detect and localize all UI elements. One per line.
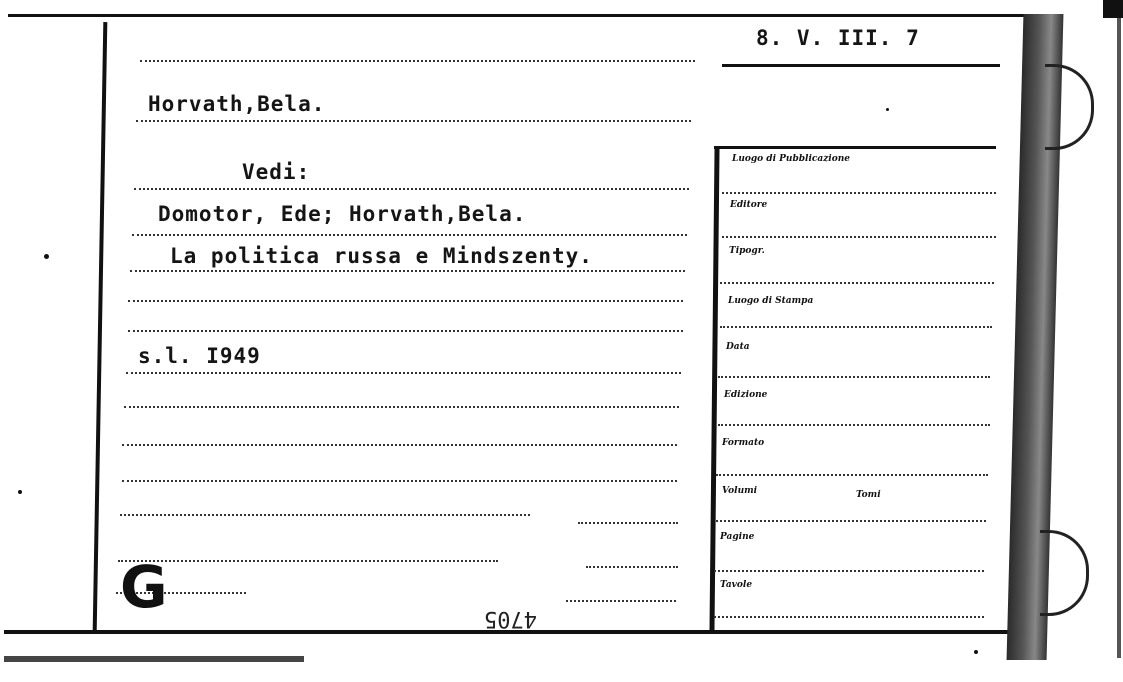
form-line	[720, 282, 994, 284]
speck	[44, 254, 49, 259]
rule-line	[134, 188, 689, 190]
form-line	[720, 326, 992, 328]
card-top-edge	[8, 14, 1053, 17]
form-line	[714, 616, 984, 618]
card-top-right-bar	[1103, 0, 1123, 18]
rule-line	[120, 514, 530, 516]
label-luogo-pubblicazione: Luogo di Pubblicazione	[732, 154, 850, 164]
form-box-left	[709, 146, 719, 634]
label-pagine: Pagine	[720, 532, 755, 542]
rule-line	[140, 60, 695, 62]
speck	[18, 490, 22, 494]
speck	[974, 650, 978, 654]
inventory-stamp: 4705	[484, 606, 537, 631]
rule-line	[566, 600, 676, 602]
shelfmark: 8. V. III. 7	[756, 26, 920, 50]
form-line	[714, 570, 984, 572]
rule-line	[122, 480, 677, 482]
imprint: s.l. I949	[138, 344, 261, 368]
binder-ring-top	[1045, 64, 1094, 150]
rule-line	[124, 406, 679, 408]
see-authors: Domotor, Ede; Horvath,Bela.	[158, 202, 527, 226]
label-volumi: Volumi	[722, 486, 758, 496]
label-tipografia: Tipogr.	[729, 246, 765, 256]
form-line	[722, 236, 996, 238]
form-line	[716, 474, 988, 476]
label-luogo-stampa: Luogo di Stampa	[728, 296, 814, 306]
rule-line	[118, 560, 498, 562]
binder-ring-bottom	[1040, 530, 1089, 616]
label-formato: Formato	[722, 438, 765, 448]
label-tavole: Tavole	[720, 580, 753, 590]
rule-line	[128, 330, 683, 332]
rule-line	[130, 270, 685, 272]
form-line	[716, 520, 986, 522]
see-title: La politica russa e Mindszenty.	[170, 244, 593, 268]
rule-line	[122, 444, 677, 446]
author-heading: Horvath,Bela.	[148, 92, 326, 116]
rule-line	[586, 566, 678, 568]
card-left-border	[93, 22, 108, 632]
card-right-edge	[1117, 18, 1121, 658]
label-edizione: Edizione	[724, 390, 768, 400]
form-line	[718, 376, 990, 378]
label-tomi: Tomi	[856, 490, 881, 500]
shelfmark-underline	[722, 64, 1000, 67]
form-line	[722, 192, 996, 194]
label-editore: Editore	[730, 200, 768, 210]
form-line	[718, 424, 990, 426]
g-logo-mark: G	[120, 553, 168, 621]
form-box-top	[714, 146, 996, 149]
rule-line	[126, 372, 681, 374]
rule-line	[128, 300, 683, 302]
label-data: Data	[726, 342, 750, 352]
see-label: Vedi:	[242, 160, 311, 184]
card-bottom-strip	[4, 656, 304, 662]
rule-line	[578, 522, 678, 524]
rule-line	[136, 120, 691, 122]
rule-line	[132, 234, 687, 236]
speck	[886, 108, 889, 111]
